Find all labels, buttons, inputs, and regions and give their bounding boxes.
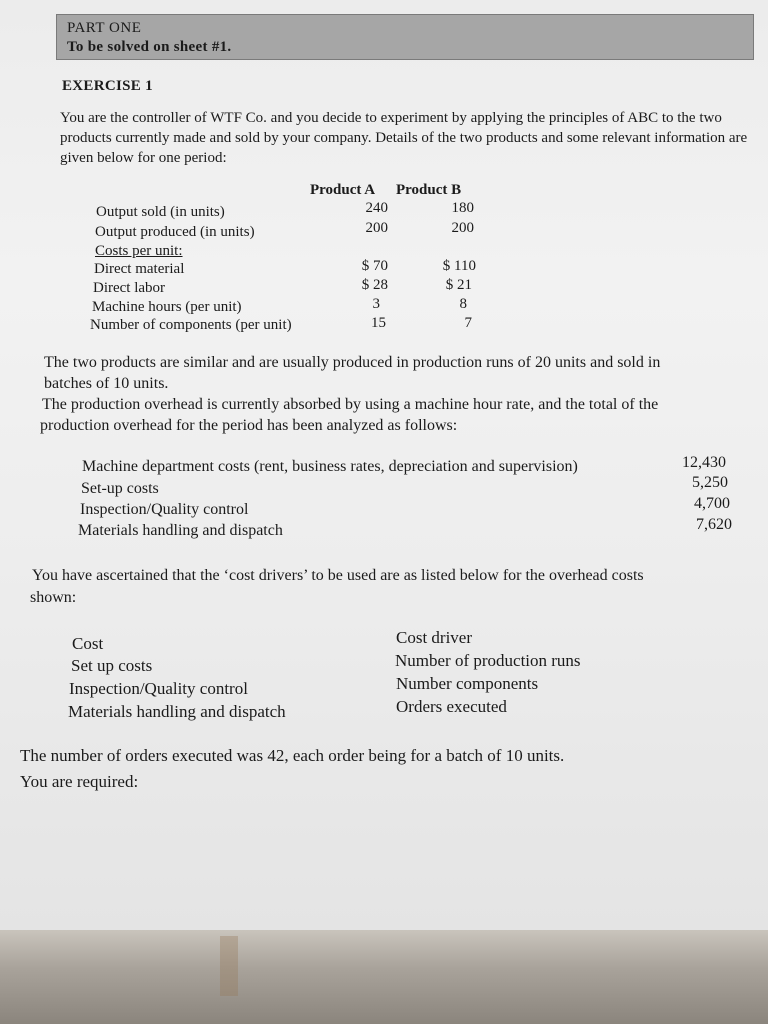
- cell-components-b: 7: [464, 315, 472, 331]
- driver-cost-setup: Set up costs: [71, 656, 153, 675]
- paragraph-overhead-1: The production overhead is currently absorbed by using a machine hour rate, and the total of the: [42, 396, 659, 413]
- row-label-costs-per-unit: Costs per unit:: [95, 243, 183, 259]
- driver-value-inspection: Number components: [396, 674, 539, 693]
- paragraph-cost-drivers-2: shown:: [30, 589, 77, 606]
- cell-direct-material-b: $ 110: [442, 258, 476, 274]
- row-label-components: Number of components (per unit): [90, 317, 292, 333]
- overhead-value-setup: 5,250: [692, 474, 728, 491]
- overhead-label-setup: Set-up costs: [81, 480, 159, 497]
- closing-required-text: You are required:: [20, 772, 139, 791]
- cell-output-sold-b: 180: [451, 200, 474, 216]
- part-title: PART ONE: [67, 20, 142, 36]
- overhead-label-materials: Materials handling and dispatch: [78, 522, 283, 539]
- cell-output-sold-a: 240: [365, 200, 388, 216]
- paragraph-overhead-2: production overhead for the period has been analyzed as follows:: [40, 417, 458, 434]
- exercise-intro: You are the controller of WTF Co. and you decide to experiment by applying the principles of ABC to the two products currently made and sold by your company. Details of the two products and some relevant information are given below for one period:: [60, 110, 748, 166]
- cell-output-produced-a: 200: [365, 220, 388, 236]
- paragraph-production-runs-2: batches of 10 units.: [44, 375, 169, 392]
- row-label-direct-material: Direct material: [94, 261, 185, 277]
- driver-header-driver: Cost driver: [396, 628, 473, 647]
- driver-value-setup: Number of production runs: [395, 651, 581, 670]
- cell-output-produced-b: 200: [451, 220, 474, 236]
- part-instruction: To be solved on sheet #1.: [67, 39, 232, 55]
- column-header-product-b: Product B: [396, 182, 462, 198]
- desk-shadow: [220, 936, 238, 996]
- cell-machine-hours-a: 3: [372, 296, 380, 312]
- row-label-output-produced: Output produced (in units): [95, 224, 255, 240]
- desk-surface: [0, 930, 768, 1024]
- overhead-value-inspection: 4,700: [694, 495, 730, 512]
- exercise-title: EXERCISE 1: [62, 78, 153, 94]
- column-header-product-a: Product A: [310, 182, 376, 198]
- cell-machine-hours-b: 8: [459, 296, 467, 312]
- driver-value-materials: Orders executed: [396, 697, 507, 716]
- part-header: [56, 14, 754, 60]
- cell-components-a: 15: [371, 315, 386, 331]
- overhead-value-machine: 12,430: [682, 454, 726, 471]
- cell-direct-labor-a: $ 28: [361, 277, 388, 293]
- driver-cost-materials: Materials handling and dispatch: [68, 702, 286, 721]
- overhead-label-inspection: Inspection/Quality control: [80, 501, 249, 518]
- driver-cost-inspection: Inspection/Quality control: [69, 679, 248, 698]
- paragraph-cost-drivers-1: You have ascertained that the ‘cost drivers’ to be used are as listed below for the overhead costs: [32, 567, 644, 584]
- closing-orders-text: The number of orders executed was 42, each order being for a batch of 10 units.: [20, 746, 565, 765]
- cell-direct-material-a: $ 70: [361, 258, 388, 274]
- cell-direct-labor-b: $ 21: [445, 277, 472, 293]
- row-label-machine-hours: Machine hours (per unit): [92, 299, 242, 315]
- row-label-direct-labor: Direct labor: [93, 280, 166, 296]
- row-label-output-sold: Output sold (in units): [96, 204, 225, 220]
- overhead-value-materials: 7,620: [696, 516, 732, 533]
- paragraph-production-runs-1: The two products are similar and are usually produced in production runs of 20 units and sold in: [44, 354, 661, 371]
- overhead-label-machine: Machine department costs (rent, business rates, depreciation and supervision): [82, 458, 578, 475]
- driver-header-cost: Cost: [72, 634, 104, 653]
